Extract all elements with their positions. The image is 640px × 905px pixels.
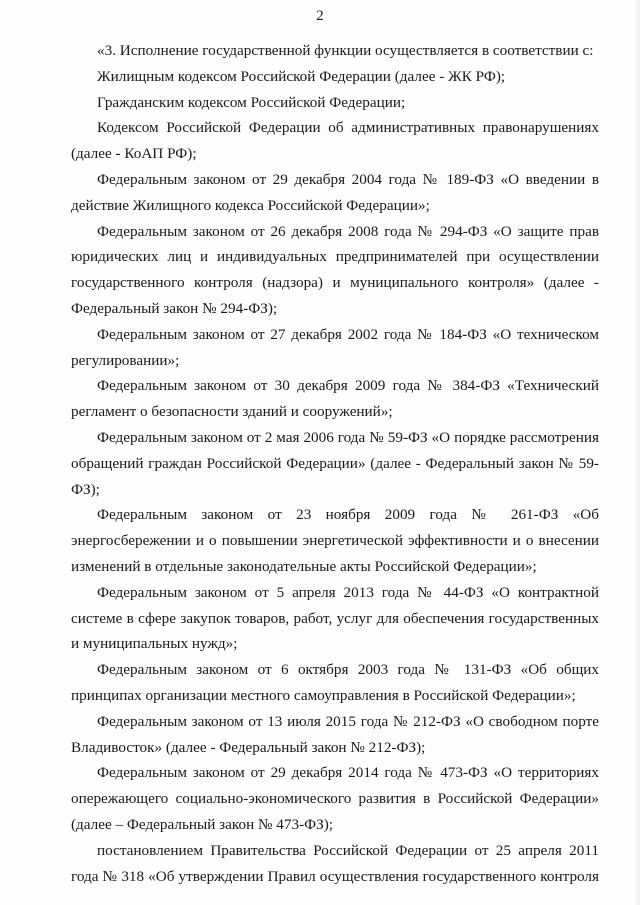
paragraph-fz-131: Федеральным законом от 6 октября 2003 года № 131-ФЗ «Об общих принципах организации местного самоуправления в Российской Федерации»; [71,661,599,704]
paragraph-housing-code: Жилищным кодексом Российской Федерации (далее - ЖК РФ); [97,67,506,85]
paragraph-fz-189: Федеральным законом от 29 декабря 2004 года № 189-ФЗ «О введении в действие Жилищного кодекса Российской Федерации»; [71,170,599,214]
paragraph-civil-code: Гражданским кодексом Российской Федерации; [97,93,406,111]
paragraph-fz-473: Федеральным законом от 29 декабря 2014 года № 473-ФЗ «О территориях опережающего социально-экономического развития в Российской Федерации» (далее – Федеральный закон № 473-ФЗ); [71,764,599,833]
paragraph-fz-261: Федеральным законом от 23 ноября 2009 года № 261-ФЗ «Об энергосбережении и о повышении энергетической эффективности и о внесении изменений в отдельные законодательные акты Российской Федерации»; [71,506,599,575]
paragraph-resolution-318: постановлением Правительства Российской Федерации от 25 апреля 2011 года № 318 «Об утверждении Правил осуществления государственного контроля [71,841,599,885]
paragraph-koap: Кодексом Российской Федерации об административных правонарушениях (далее - КоАП РФ); [71,119,599,163]
paragraph-fz-212: Федеральным законом от 13 июля 2015 года № 212-ФЗ «О свободном порте Владивосток» (далее - Федеральный закон № 212-ФЗ); [71,712,599,756]
paragraph-fz-384: Федеральным законом от 30 декабря 2009 года № 384-ФЗ «Технический регламент о безопасности зданий и сооружений»; [71,377,599,421]
paragraph-fz-184: Федеральным законом от 27 декабря 2002 года № 184-ФЗ «О техническом регулировании»; [71,325,599,369]
paragraph-fz-59: Федеральным законом от 2 мая 2006 года № 59-ФЗ «О порядке рассмотрения обращений граждан Российской Федерации» (далее - Федеральный закон № 59-ФЗ); [71,428,599,498]
scan-edge-shadow [634,0,640,905]
paragraph-intro: «3. Исполнение государственной функции осуществляется в соответствии с: [97,42,594,59]
paragraph-fz-294: Федеральным законом от 26 декабря 2008 года № 294-ФЗ «О защите прав юридических лиц и индивидуальных предпринимателей при осуществлении государственного контроля (надзора) и муниципального контроля» (далее - Федеральный закон № 294-ФЗ); [71,222,599,317]
document-body [71,38,599,889]
paragraph-fz-44: Федеральным законом от 5 апреля 2013 года № 44-ФЗ «О контрактной системе в сфере закупок товаров, работ, услуг для обеспечения государственных и муниципальных нужд»; [71,583,599,653]
page-number: 2 [316,8,324,24]
